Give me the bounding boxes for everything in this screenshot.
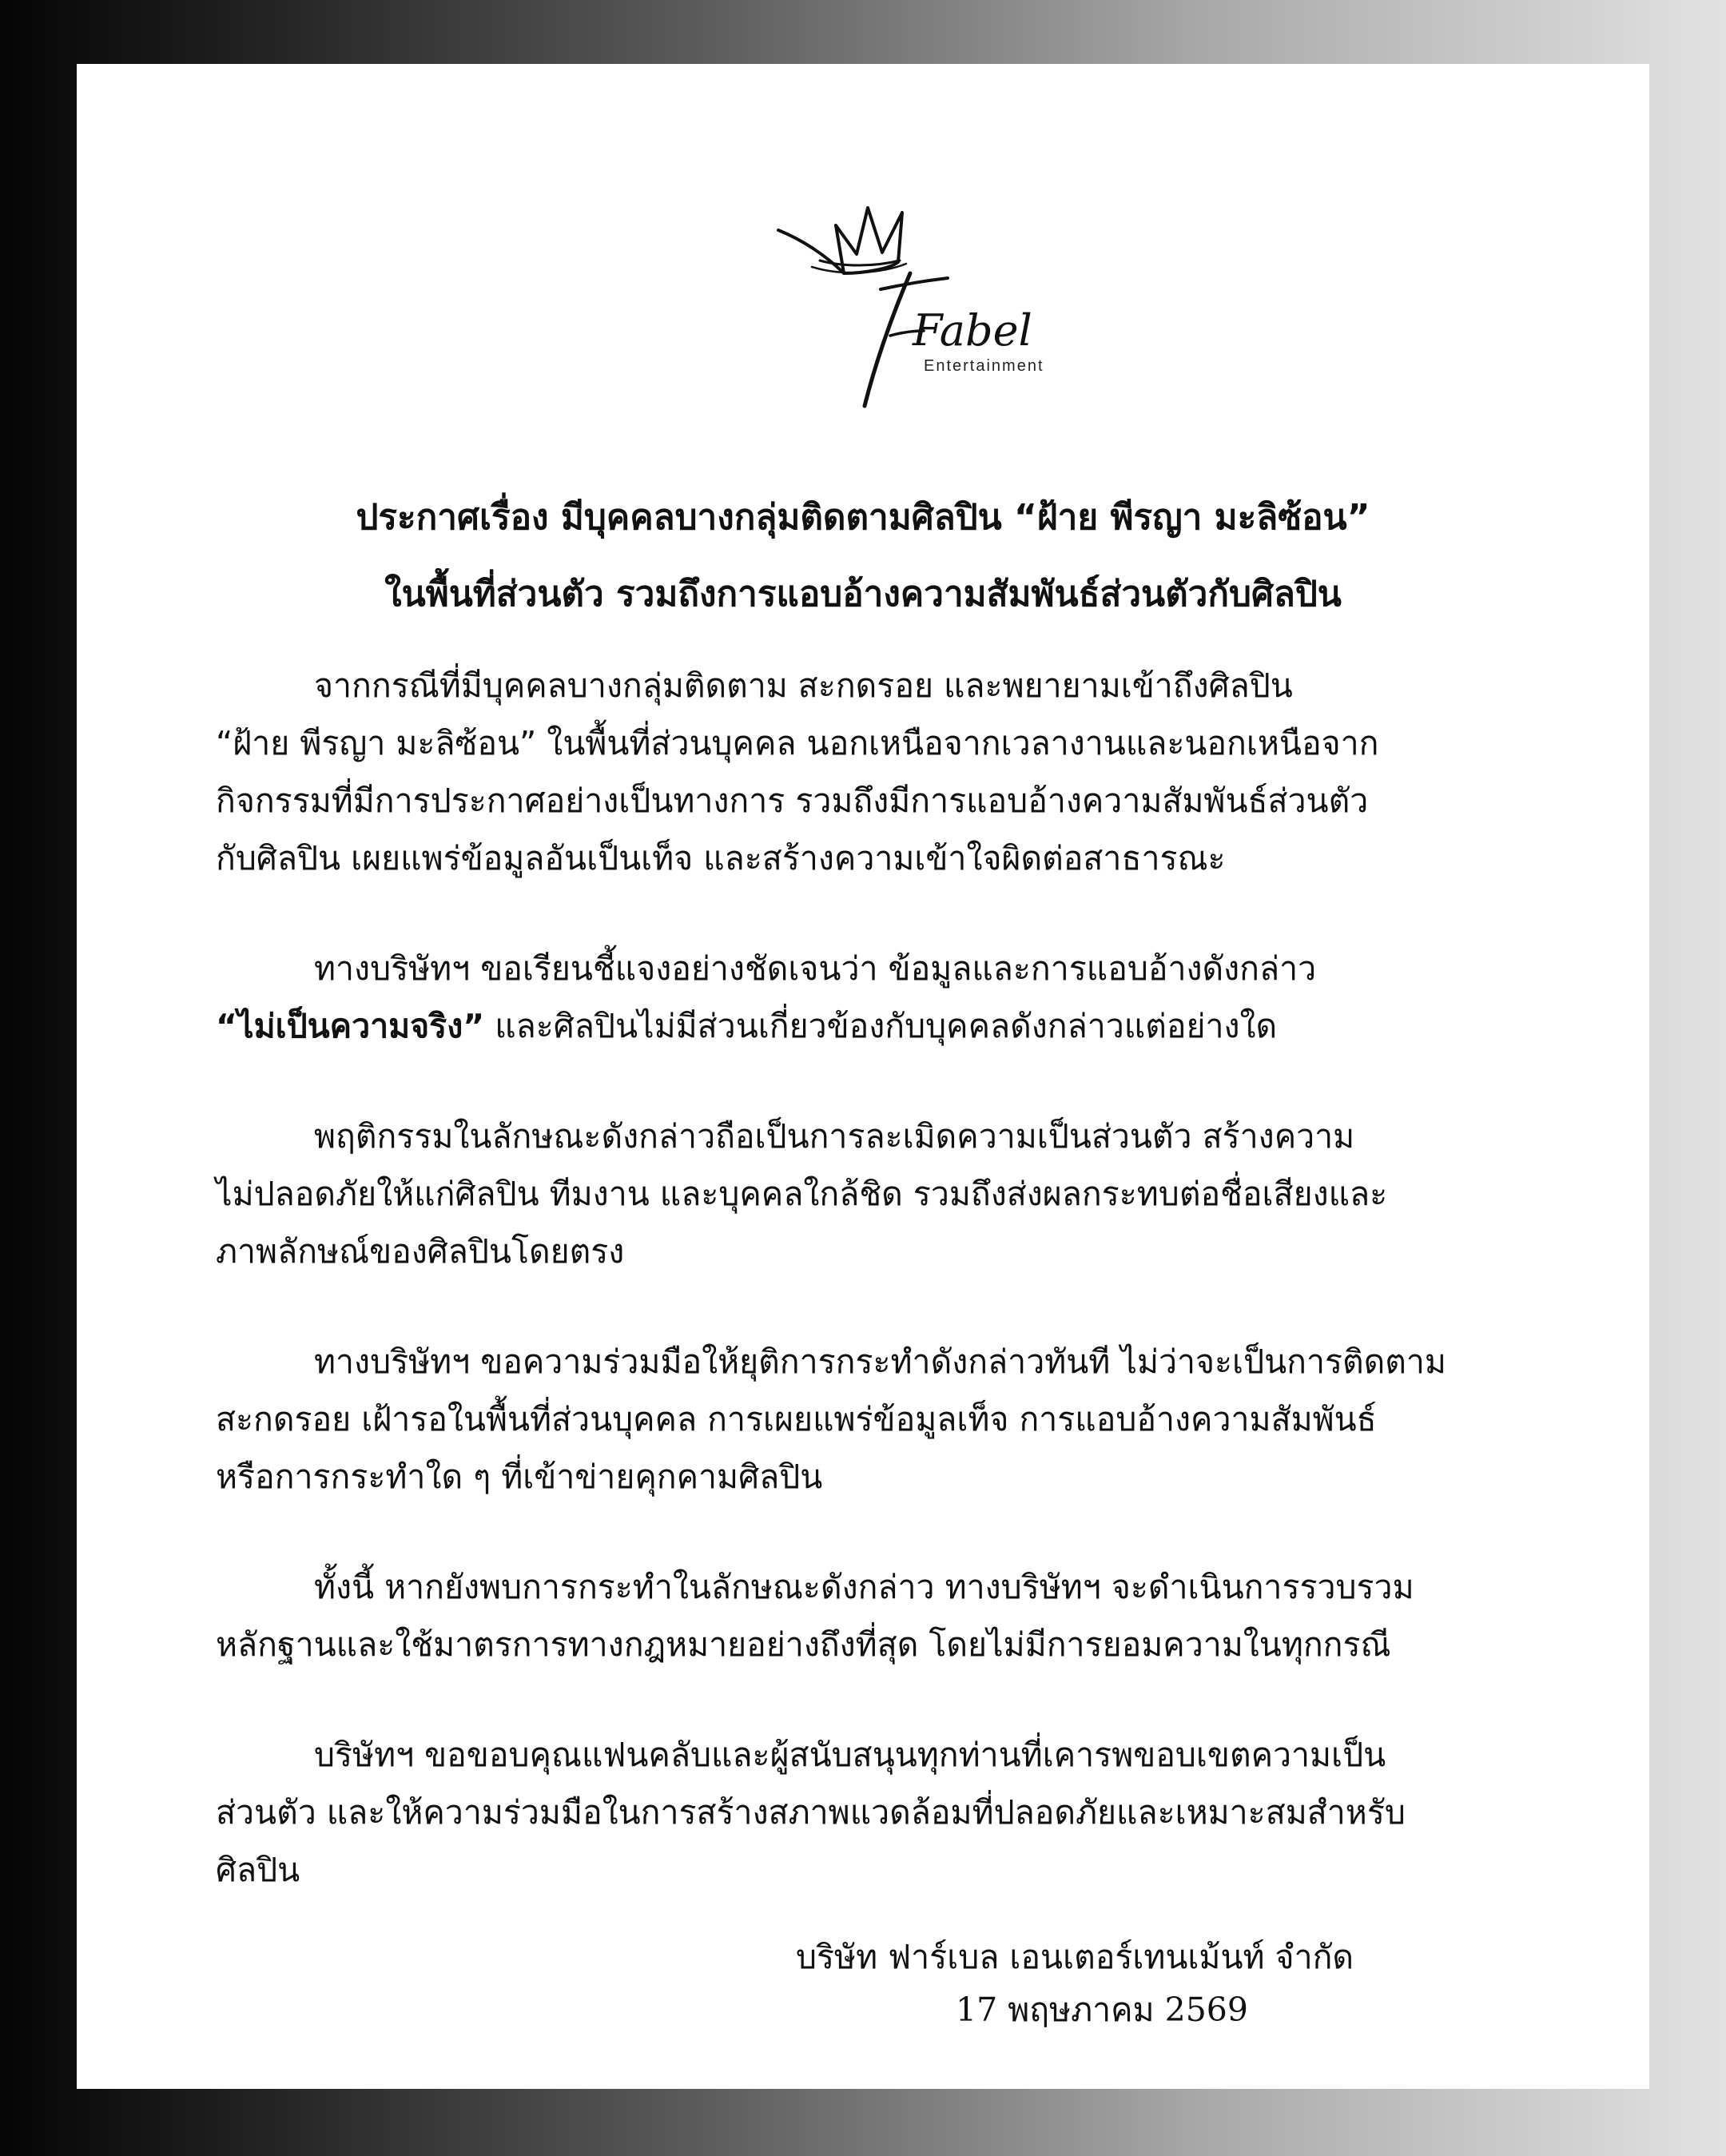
announcement-body <box>216 657 1574 1951</box>
paragraph-line: กับศิลปิน เผยแพร่ข้อมูลอันเป็นเท็จ และสร้างความเข้าใจผิดต่อสาธารณะ <box>216 839 1226 877</box>
paragraph-line: หลักฐานและใช้มาตรการทางกฎหมายอย่างถึงที่สุด โดยไม่มีการยอมความในทุกกรณี <box>216 1625 1391 1664</box>
paragraph-5 <box>216 1558 1574 1673</box>
paragraph-line: ไม่ปลอดภัยให้แก่ศิลปิน ทีมงาน และบุคคลใกล้ชิด รวมถึงส่งผลกระทบต่อชื่อเสียงและ <box>216 1175 1388 1213</box>
paragraph-line <box>216 997 1574 1055</box>
company-name: บริษัท ฟาร์เบล เอนเตอร์เทนเม้นท์ จำกัด <box>796 1938 1354 1976</box>
announcement-date: 17 พฤษภาคม 2569 <box>956 1991 1248 2029</box>
paragraph-line: ศิลปิน <box>216 1851 300 1889</box>
paragraph-4 <box>216 1333 1574 1506</box>
logo-subtitle: Entertainment <box>924 357 1044 375</box>
paragraph-line: สะกดรอย เฝ้ารอในพื้นที่ส่วนบุคคล การเผยแพร่ข้อมูลเท็จ การแอบอ้างความสัมพันธ์ <box>216 1400 1377 1438</box>
crown-signature-icon <box>770 184 1106 416</box>
paragraph-line: จากกรณีที่มีบุคคลบางกลุ่มติดตาม สะกดรอย และพยายามเข้าถึงศิลปิน <box>314 666 1293 705</box>
paragraph-1 <box>216 657 1574 887</box>
logo-wordmark: Fabel <box>913 305 1032 356</box>
emphasis-not-true: “ไม่เป็นความจริง” <box>216 1007 485 1045</box>
paragraph-line: ทั้งนี้ หากยังพบการกระทำในลักษณะดังกล่าว ทางบริษัทฯ จะดำเนินการรวบรวม <box>314 1568 1414 1606</box>
paragraph-line: บริษัทฯ ขอขอบคุณแฟนคลับและผู้สนับสนุนทุกท่านที่เคารพขอบเขตความเป็น <box>314 1736 1386 1774</box>
paragraph-line: ส่วนตัว และให้ความร่วมมือในการสร้างสภาพแวดล้อมที่ปลอดภัยและเหมาะสมสำหรับ <box>216 1793 1406 1832</box>
paragraph-line: “ฝ้าย พีรญา มะลิซ้อน” ในพื้นที่ส่วนบุคคล นอกเหนือจากเวลางานและนอกเหนือจาก <box>216 724 1379 762</box>
paragraph-line: กิจกรรมที่มีการประกาศอย่างเป็นทางการ รวมถึงมีการแอบอ้างความสัมพันธ์ส่วนตัว <box>216 782 1369 820</box>
paragraph-line: พฤติกรรมในลักษณะดังกล่าวถือเป็นการละเมิดความเป็นส่วนตัว สร้างความ <box>314 1117 1355 1156</box>
company-logo <box>770 184 1106 416</box>
paragraph-2 <box>216 940 1574 1055</box>
paragraph-line: หรือการกระทำใด ๆ ที่เข้าข่ายคุกคามศิลปิน <box>216 1458 823 1496</box>
announcement-title <box>77 479 1649 633</box>
paragraph-line: ทางบริษัทฯ ขอเรียนชี้แจงอย่างชัดเจนว่า ข้อมูลและการแอบอ้างดังกล่าว <box>314 949 1317 988</box>
paragraph-text: และศิลปินไม่มีส่วนเกี่ยวข้องกับบุคคลดังกล่าวแต่อย่างใด <box>484 1007 1278 1045</box>
announcement-paper <box>77 64 1649 2089</box>
title-line-1: ประกาศเรื่อง มีบุคคลบางกลุ่มติดตามศิลปิน “ฝ้าย พีรญา มะลิซ้อน” <box>356 497 1370 538</box>
paragraph-6 <box>216 1726 1574 1899</box>
paragraph-line: ภาพลักษณ์ของศิลปินโดยตรง <box>216 1232 625 1271</box>
title-line-2: ในพื้นที่ส่วนตัว รวมถึงการแอบอ้างความสัมพันธ์ส่วนตัวกับศิลปิน <box>384 574 1342 615</box>
paragraph-3 <box>216 1108 1574 1280</box>
paragraph-line: ทางบริษัทฯ ขอความร่วมมือให้ยุติการกระทำดังกล่าวทันที ไม่ว่าจะเป็นการติดตาม <box>314 1343 1446 1381</box>
